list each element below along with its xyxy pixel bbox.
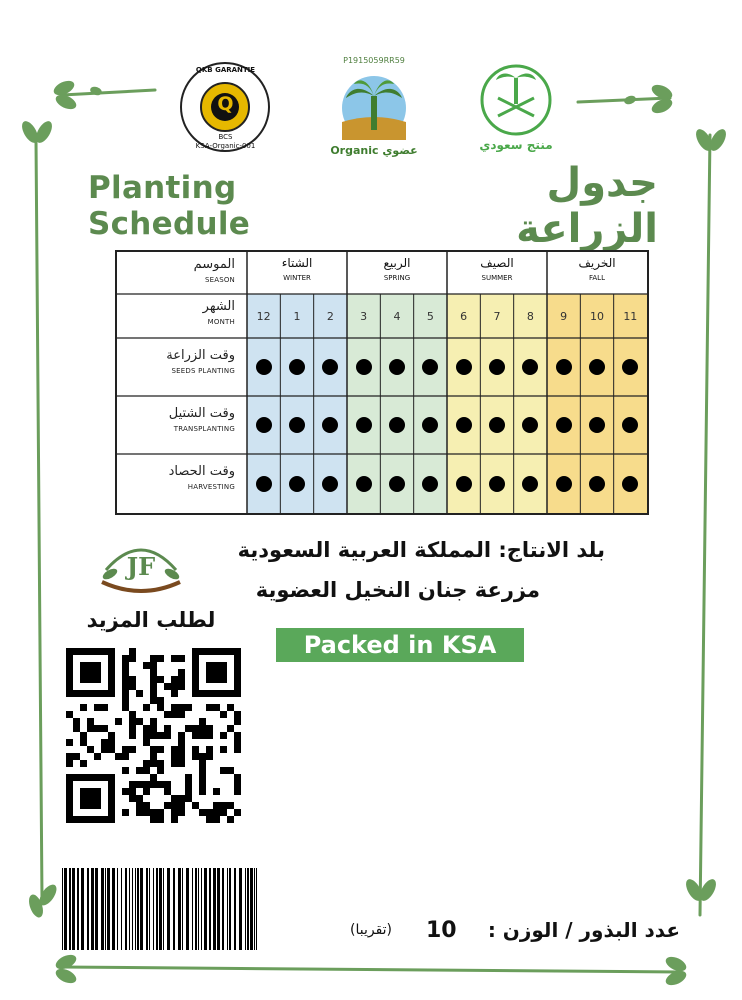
- qr-code-icon: [66, 648, 244, 834]
- organic-logo: [328, 56, 420, 160]
- row-label-en: TRANSPLANTING: [173, 425, 235, 433]
- season-name-ar: الصيف: [480, 256, 514, 270]
- month-number: 3: [360, 309, 368, 323]
- month-number: 11: [623, 309, 638, 323]
- schedule-grid-lines: [117, 252, 647, 513]
- order-more-label: لطلب المزيد: [86, 608, 216, 632]
- origin-farm: مزرعة جنان النخيل العضوية: [255, 578, 540, 602]
- organic-bottom-text: Organic عضوي: [330, 144, 418, 157]
- farm-logo: [96, 530, 186, 600]
- qkb-center-text: BCS: [218, 133, 233, 141]
- row-label-en: SEEDS PLANTING: [171, 367, 235, 375]
- month-number: 2: [326, 309, 334, 323]
- season-name-ar: الربيع: [383, 256, 411, 270]
- month-number: 9: [560, 309, 568, 323]
- row-label-ar: الشهر: [202, 299, 235, 314]
- month-number: 5: [426, 309, 434, 323]
- palm-tree-icon: [328, 68, 420, 148]
- title-arabic: جدول الزراعة: [516, 160, 658, 252]
- row-label-en: MONTH: [207, 318, 235, 326]
- weight-label: عدد البذور / الوزن :: [487, 918, 680, 942]
- month-number: 1: [293, 309, 301, 323]
- month-number: 12: [256, 309, 271, 323]
- qr-code[interactable]: [66, 648, 244, 834]
- title-english: Planting Schedule: [88, 170, 251, 242]
- saudi-emblem-icon: [476, 64, 556, 136]
- barcode-icon: [62, 868, 262, 950]
- origin-country: بلد الانتاج: المملكة العربية السعودية: [237, 538, 605, 562]
- schedule-grid: [117, 252, 647, 513]
- season-name-ar: الشتاء: [281, 256, 313, 270]
- month-number: 10: [589, 309, 604, 323]
- weight-note: (تقريبا): [350, 922, 393, 938]
- planting-schedule-table: [115, 250, 649, 515]
- qkb-center-letter: Q: [217, 93, 234, 115]
- row-label-en: SEASON: [204, 276, 235, 284]
- row-label-ar: وقت الحصاد: [168, 464, 235, 479]
- row-label-ar: وقت الشتيل: [168, 406, 235, 421]
- season-name-en: SPRING: [383, 274, 411, 282]
- season-name-en: FALL: [589, 274, 605, 282]
- organic-top-text: P1915059RR59: [343, 56, 405, 65]
- season-name-en: WINTER: [283, 274, 311, 282]
- month-number: 6: [460, 309, 468, 323]
- qkb-bottom-text: KSA-Organic-001: [195, 142, 256, 150]
- season-name-en: SUMMER: [481, 274, 513, 282]
- qkb-garantie-logo: [178, 60, 273, 155]
- row-label-ar: الموسم: [193, 257, 235, 272]
- saudi-product-label: منتج سعودي: [479, 138, 553, 152]
- season-name-ar: الخريف: [578, 256, 616, 270]
- weight-row: [350, 912, 680, 952]
- qkb-top-text: QKB GARANTIE: [195, 66, 256, 74]
- month-number: 4: [393, 309, 401, 323]
- row-label-ar: وقت الزراعة: [166, 348, 235, 363]
- saudi-product-logo: [476, 64, 556, 160]
- packed-in-ksa-badge: Packed in KSA: [276, 628, 524, 662]
- page-title: [88, 160, 658, 252]
- weight-value: 10: [426, 918, 457, 943]
- farm-initials: JF: [126, 552, 156, 581]
- month-number: 7: [493, 309, 501, 323]
- row-label-en: HARVESTING: [187, 483, 235, 491]
- month-number: 8: [526, 309, 534, 323]
- barcode: [62, 868, 262, 950]
